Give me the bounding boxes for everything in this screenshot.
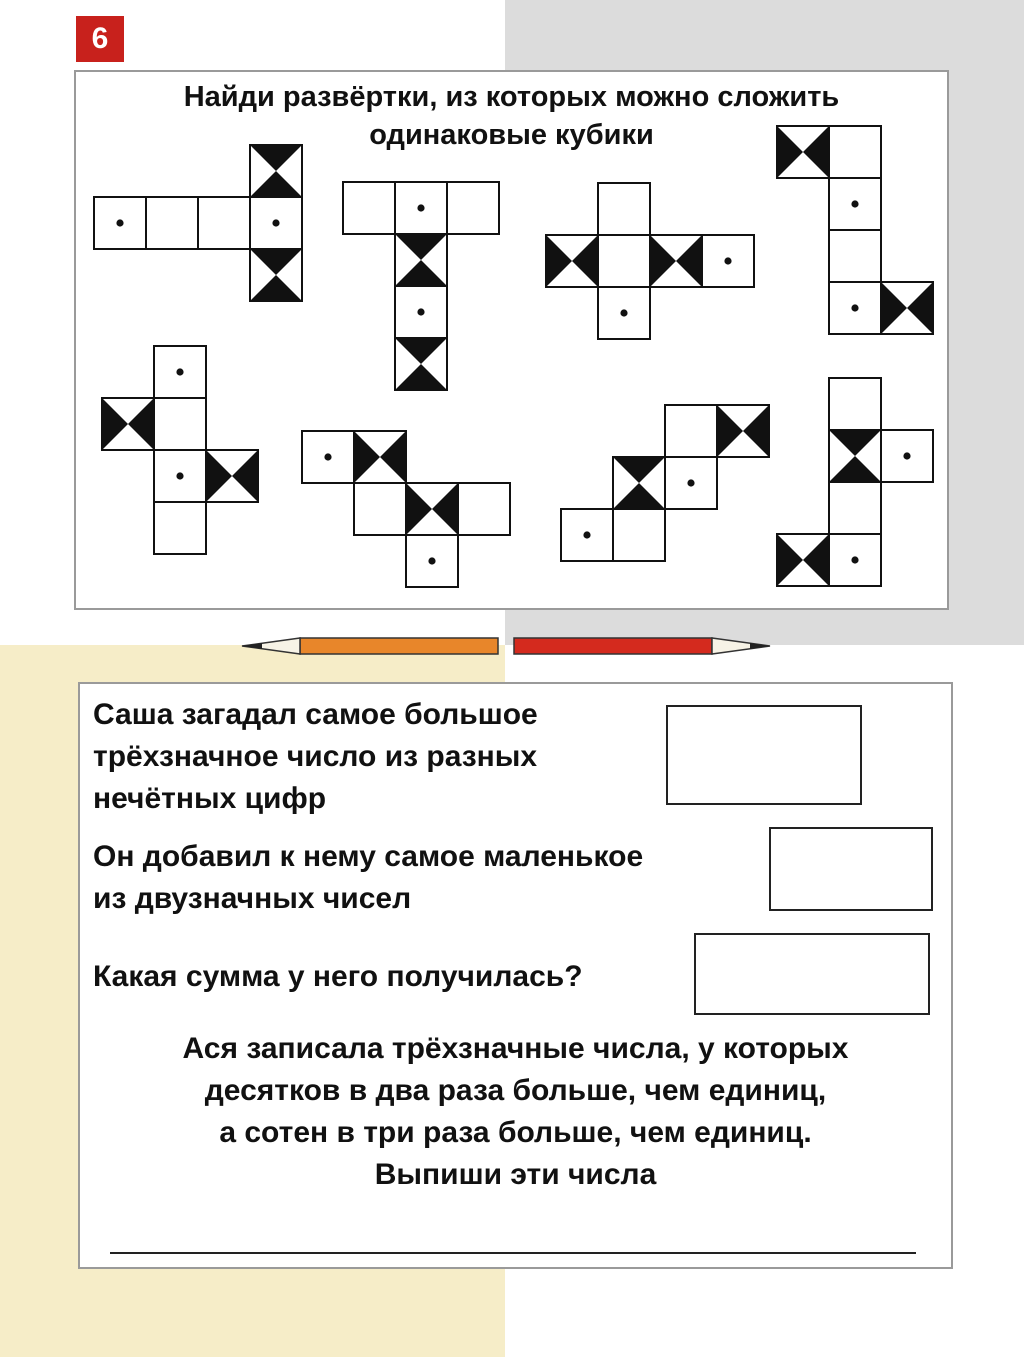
answer-line[interactable]	[110, 1252, 916, 1254]
question-2-line-2: из двузначных чисел	[93, 882, 412, 915]
task3-text	[80, 1028, 951, 1196]
question-1	[93, 694, 538, 820]
pencil-orange	[242, 638, 498, 654]
task3-line-3: а сотен в три раза больше, чем единиц.	[219, 1116, 812, 1149]
task1-title-line-2: одинаковые кубики	[369, 119, 654, 151]
page-number-badge: 6	[76, 16, 124, 62]
pencil-red	[514, 638, 770, 654]
task3-line-4: Выпиши эти числа	[374, 1158, 657, 1191]
task3-line-1: Ася записала трёхзначные числа, у которых	[182, 1032, 849, 1065]
question-3	[93, 956, 583, 998]
task3-line-2: десятков в два раза больше, чем единиц,	[204, 1074, 827, 1107]
question-2-line-1: Он добавил к нему самое маленькое	[93, 840, 644, 873]
question-1-line-1: Саша загадал самое большое	[93, 698, 538, 731]
task1-title-line-1: Найди развёртки, из которых можно сложить	[183, 81, 840, 113]
question-2	[93, 836, 643, 920]
answer-box-3[interactable]	[694, 933, 930, 1015]
question-3-line-1: Какая сумма у него получилась?	[93, 960, 583, 993]
question-1-line-2: трёхзначное число из разных	[93, 740, 538, 773]
answer-box-2[interactable]	[769, 827, 933, 911]
question-1-line-3: нечётных цифр	[93, 782, 327, 815]
answer-box-1[interactable]	[666, 705, 862, 805]
